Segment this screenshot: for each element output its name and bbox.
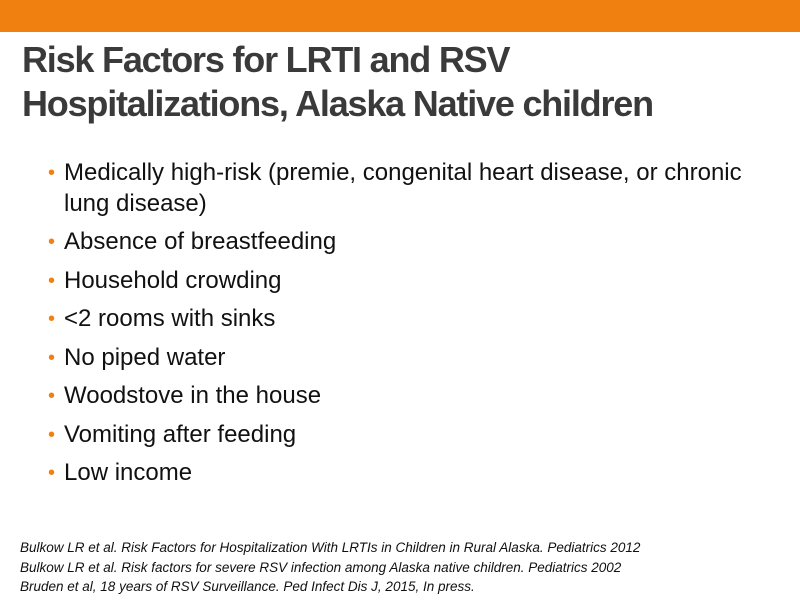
list-item-text: No piped water	[64, 343, 226, 371]
slide-title-line-2: Hospitalizations, Alaska Native children	[22, 83, 653, 124]
reference-2: Bulkow LR et al. Risk factors for severe RSV infection among Alaska native children. Pediatrics 2002	[20, 559, 622, 575]
reference-3: Bruden et al, 18 years of RSV Surveillance. Ped Infect Dis J, 2015, In press.	[20, 579, 475, 594]
bullet-icon: •	[48, 385, 56, 407]
list-item-text: Absence of breastfeeding	[64, 228, 337, 255]
list-item	[44, 266, 764, 297]
list-item-text: Low income	[64, 459, 193, 486]
list-item	[44, 420, 764, 451]
list-item	[44, 158, 764, 219]
top-accent-bar	[0, 0, 800, 32]
list-item-text: Household crowding	[64, 266, 282, 294]
bullet-icon: •	[48, 346, 56, 369]
list-item-text: Medically high-risk (premie, congenital heart disease, or chronic lung disease)	[64, 159, 742, 217]
bullet-icon: •	[48, 423, 56, 446]
risk-factor-list	[44, 158, 764, 497]
list-item	[44, 458, 764, 489]
reference-1: Bulkow LR et al. Risk Factors for Hospitalization With LRTIs in Children in Rural Alaska. Pediatrics 2012	[20, 540, 641, 555]
list-item	[44, 381, 764, 412]
bullet-icon: •	[48, 231, 56, 253]
bullet-icon: •	[48, 162, 56, 184]
list-item	[44, 304, 764, 335]
list-item	[44, 343, 764, 374]
references	[20, 538, 790, 597]
list-item-text: Vomiting after feeding	[64, 420, 297, 448]
slide-title-line-1: Risk Factors for LRTI and RSV	[22, 39, 510, 80]
list-item-text: Woodstove in the house	[64, 382, 322, 409]
slide-title	[22, 38, 782, 126]
bullet-icon: •	[48, 269, 56, 292]
bullet-icon: •	[48, 308, 56, 330]
list-item	[44, 227, 764, 258]
bullet-icon: •	[48, 462, 56, 484]
list-item-text: <2 rooms with sinks	[64, 305, 276, 332]
